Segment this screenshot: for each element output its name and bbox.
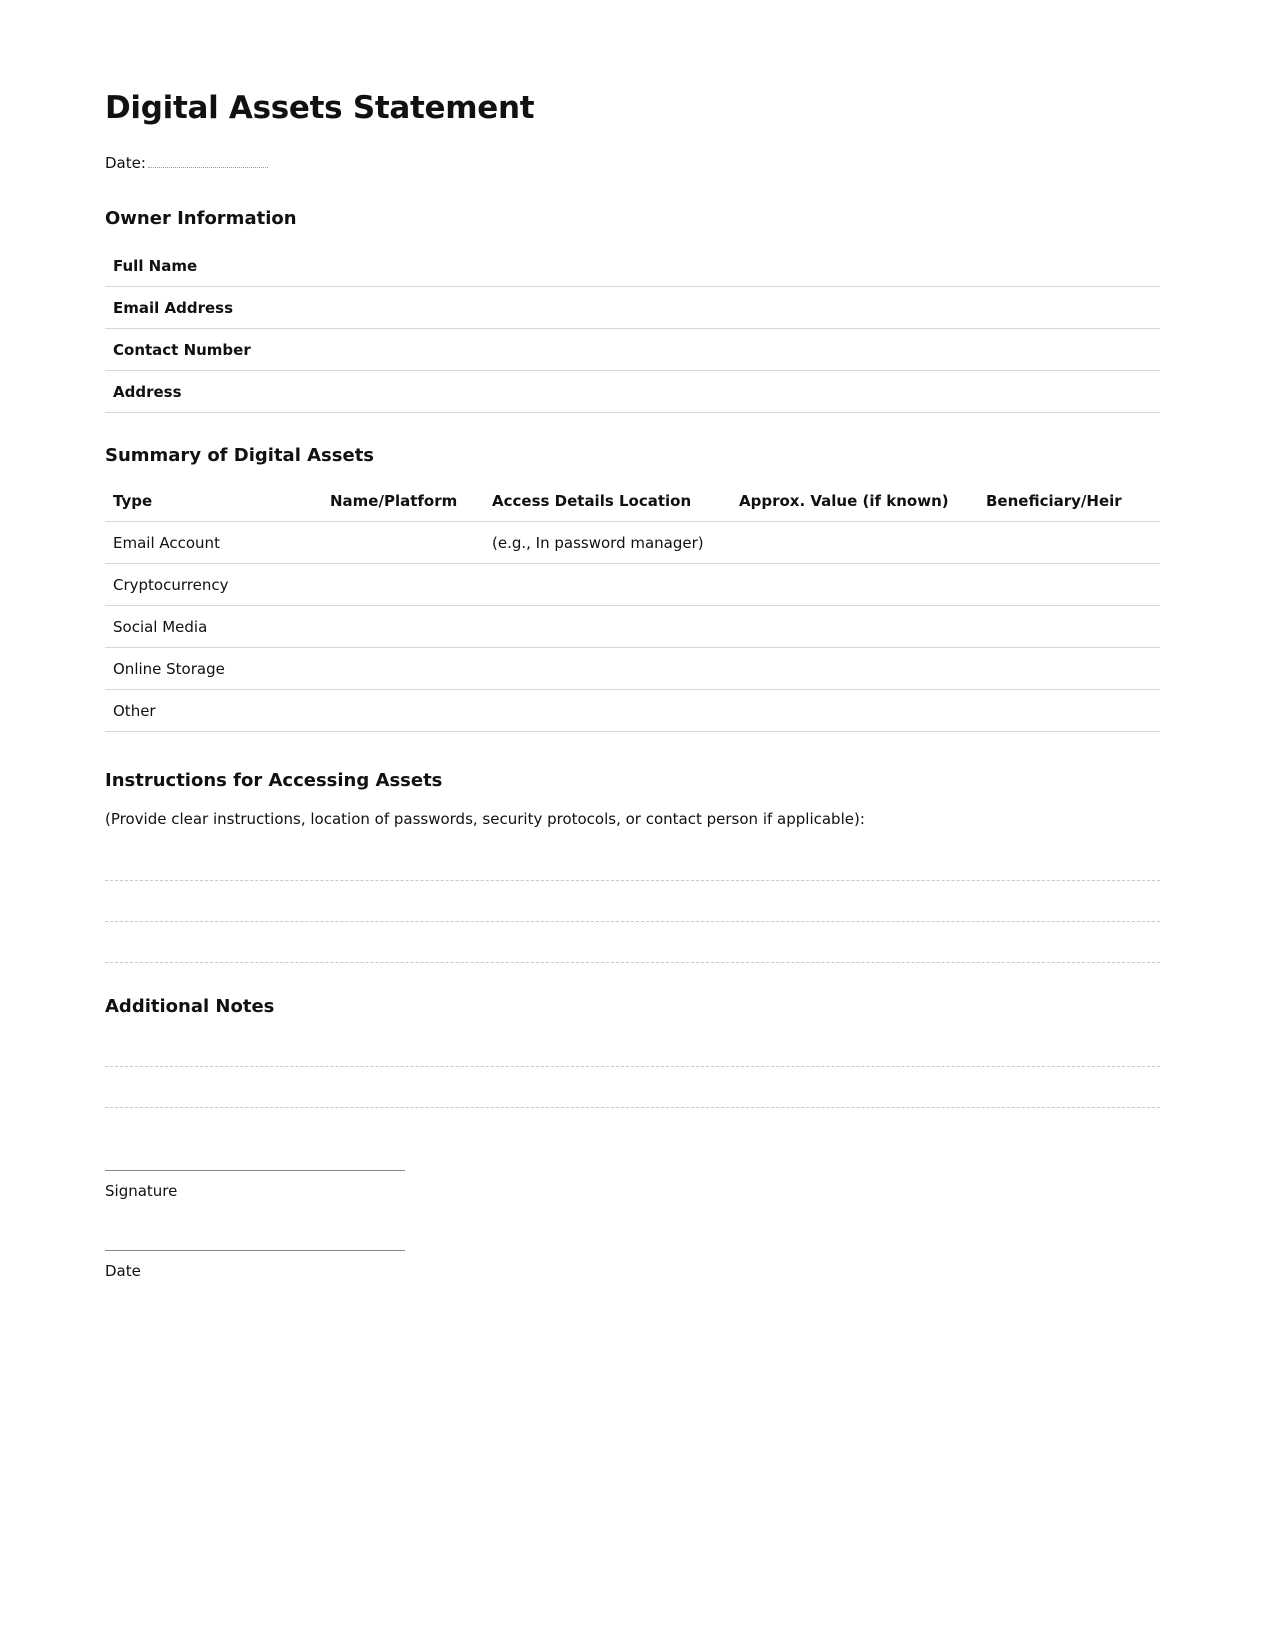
assets-col-access-location: Access Details Location: [484, 480, 731, 522]
table-row: [105, 522, 1160, 564]
asset-beneficiary-cell[interactable]: [978, 690, 1160, 732]
owner-label-contact: Contact Number: [105, 329, 341, 371]
instructions-line[interactable]: [105, 921, 1160, 922]
asset-type-cell: Online Storage: [105, 648, 322, 690]
owner-row-contact: [105, 329, 1160, 371]
owner-label-full-name: Full Name: [105, 245, 341, 287]
owner-value-address[interactable]: [341, 371, 1160, 413]
assets-col-name-platform: Name/Platform: [322, 480, 484, 522]
owner-info-heading: Owner Information: [105, 208, 297, 229]
owner-value-full-name[interactable]: [341, 245, 1160, 287]
asset-access-cell[interactable]: [484, 606, 731, 648]
asset-access-cell[interactable]: [484, 648, 731, 690]
owner-label-email: Email Address: [105, 287, 341, 329]
instructions-heading: Instructions for Accessing Assets: [105, 770, 443, 791]
instructions-line[interactable]: [105, 962, 1160, 963]
asset-name-cell[interactable]: [322, 564, 484, 606]
signature-line[interactable]: [105, 1170, 405, 1171]
notes-line[interactable]: [105, 1107, 1160, 1108]
asset-type-cell: Social Media: [105, 606, 322, 648]
asset-access-cell[interactable]: (e.g., In password manager): [484, 522, 731, 564]
assets-table: [105, 480, 1160, 732]
asset-access-cell[interactable]: [484, 564, 731, 606]
assets-col-type: Type: [105, 480, 322, 522]
signature-date-line[interactable]: [105, 1250, 405, 1251]
owner-row-full-name: [105, 245, 1160, 287]
header-date: [105, 153, 268, 172]
assets-heading: Summary of Digital Assets: [105, 445, 375, 466]
instructions-line[interactable]: [105, 880, 1160, 881]
asset-type-cell: Cryptocurrency: [105, 564, 322, 606]
notes-line[interactable]: [105, 1066, 1160, 1067]
document-title: Digital Assets Statement: [105, 90, 535, 126]
asset-beneficiary-cell[interactable]: [978, 606, 1160, 648]
asset-name-cell[interactable]: [322, 522, 484, 564]
notes-heading: Additional Notes: [105, 996, 275, 1017]
assets-header-row: [105, 480, 1160, 522]
asset-value-cell[interactable]: [731, 564, 978, 606]
owner-info-table: [105, 245, 1160, 413]
asset-type-cell: Email Account: [105, 522, 322, 564]
asset-value-cell[interactable]: [731, 522, 978, 564]
asset-name-cell[interactable]: [322, 648, 484, 690]
signature-date-label: Date: [105, 1262, 141, 1280]
asset-value-cell[interactable]: [731, 648, 978, 690]
assets-col-beneficiary: Beneficiary/Heir: [978, 480, 1160, 522]
asset-access-cell[interactable]: [484, 690, 731, 732]
signature-label: Signature: [105, 1182, 178, 1200]
owner-value-contact[interactable]: [341, 329, 1160, 371]
table-row: [105, 606, 1160, 648]
asset-name-cell[interactable]: [322, 690, 484, 732]
table-row: [105, 648, 1160, 690]
asset-type-cell: Other: [105, 690, 322, 732]
header-date-label: Date:: [105, 154, 146, 172]
asset-value-cell[interactable]: [731, 690, 978, 732]
asset-beneficiary-cell[interactable]: [978, 522, 1160, 564]
table-row: [105, 690, 1160, 732]
owner-label-address: Address: [105, 371, 341, 413]
owner-value-email[interactable]: [341, 287, 1160, 329]
assets-col-approx-value: Approx. Value (if known): [731, 480, 978, 522]
header-date-field[interactable]: [148, 153, 268, 168]
asset-beneficiary-cell[interactable]: [978, 648, 1160, 690]
asset-beneficiary-cell[interactable]: [978, 564, 1160, 606]
instructions-hint: (Provide clear instructions, location of passwords, security protocols, or contact person if applicable):: [105, 810, 865, 828]
asset-name-cell[interactable]: [322, 606, 484, 648]
asset-value-cell[interactable]: [731, 606, 978, 648]
table-row: [105, 564, 1160, 606]
owner-row-address: [105, 371, 1160, 413]
owner-row-email: [105, 287, 1160, 329]
